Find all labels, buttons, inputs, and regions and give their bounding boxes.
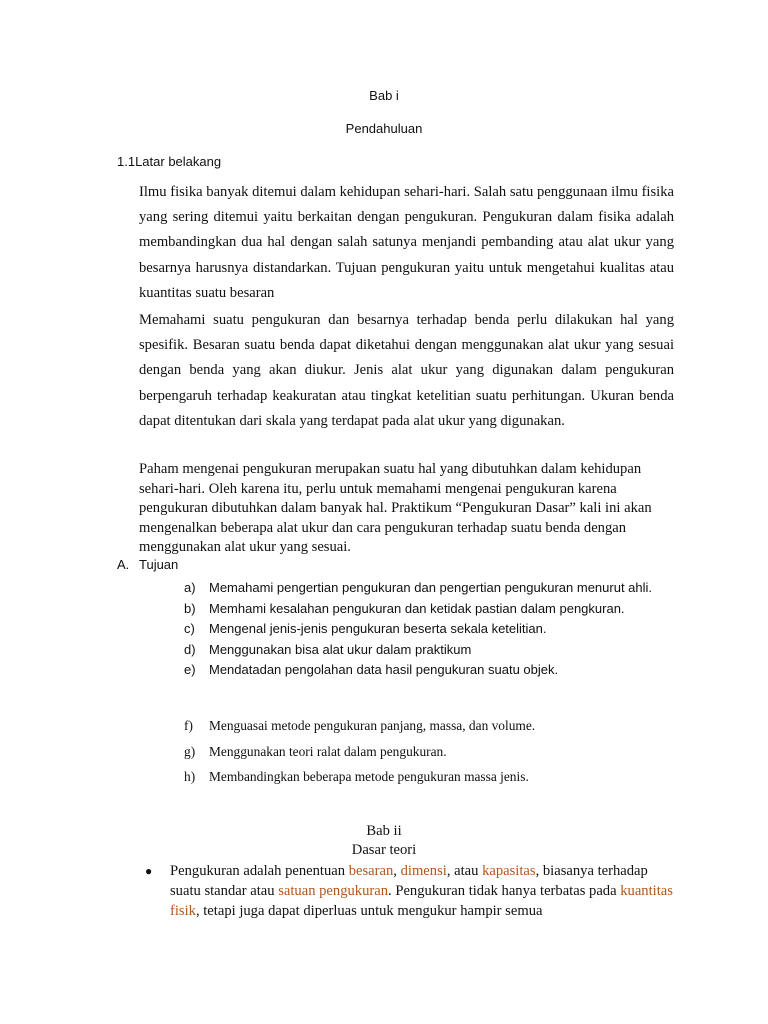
- tujuan-heading: [117, 557, 178, 572]
- list-item-text: Memhami kesalahan pengukuran dan ketidak pastian dalam pengkuran.: [209, 600, 625, 616]
- paragraph-1: Ilmu fisika banyak ditemui dalam kehidupan sehari-hari. Salah satu penggunaan ilmu fisika yang sering ditemui yaitu berkaitan dengan pengukuran. Pengukuran dalam fisika adalah membandingkan dua hal dengan salah satunya menjandi pembanding atau alat ukur yang besarnya harusnya distandarkan. Tujuan pengukuran yaitu untuk mengetahui kualitas atau kuantitas suatu besaran: [139, 184, 674, 301]
- list-item-text: Menggunakan teori ralat dalam pengukuran.: [209, 743, 447, 759]
- list-marker: a): [184, 580, 196, 595]
- chapter-subtitle: Pendahuluan: [345, 121, 423, 136]
- list-item-text: Menggunakan bisa alat ukur dalam praktikum: [209, 641, 472, 657]
- tujuan-title: Tujuan: [139, 557, 179, 572]
- list-marker: c): [184, 621, 195, 636]
- paragraph-2: Memahami suatu pengukuran dan besarnya terhadap benda perlu dilakukan hal yang spesifik. Besaran suatu benda dapat diketahui dengan menggunakan alat ukur yang sesuai dengan benda yang akan diukur. Jenis alat ukur yang digunakan dalam pengukuran berpengaruh terhadap keakuratan atau tingkat ketelitian suatu perhitungan. Ukuran benda dapat ditentukan dari skala yang terdapat pada alat ukur yang digunakan.: [139, 312, 674, 429]
- list-marker: h): [184, 769, 196, 784]
- bullet-text-part: ,: [393, 863, 401, 879]
- list-item: [184, 764, 674, 790]
- list-item: [184, 619, 674, 640]
- list-item-text: Mengenal jenis-jenis pengukuran beserta sekala ketelitian.: [209, 621, 547, 636]
- link-kapasitas[interactable]: kapasitas: [482, 863, 536, 879]
- bullet-text-part: . Pengukuran tidak hanya terbatas pada: [388, 882, 621, 899]
- link-satuan-pengukuran[interactable]: satuan pengukuran: [278, 882, 389, 899]
- list-marker: e): [184, 662, 196, 677]
- tujuan-marker: A.: [117, 557, 130, 572]
- list-item: [184, 713, 674, 739]
- paragraph-3: Paham mengenai pengukuran merupakan suatu hal yang dibutuhkan dalam kehidupan sehari-hari. Oleh karena itu, perlu untuk memahami mengenai pengukuran karena pengukuran dibutuhkan dalam banyak hal. Praktikum “Pengukuran Dasar” kali ini akan mengenalkan beberapa alat ukur dan cara pengukuran terhadap suatu benda dengan menggunakan alat ukur yang sesuai.: [139, 461, 652, 556]
- list-item: [184, 640, 674, 661]
- list-marker: f): [184, 718, 193, 733]
- list-item: [184, 599, 674, 620]
- chapter-2-title: Bab ii: [366, 823, 402, 839]
- list-marker: b): [184, 600, 196, 616]
- chapter-2-subtitle: Dasar teori: [351, 842, 417, 858]
- bullet-icon: ●: [145, 864, 153, 878]
- list-item: [184, 660, 674, 681]
- bullet-item: [145, 862, 675, 921]
- link-besaran[interactable]: besaran: [348, 863, 394, 879]
- link-dimensi[interactable]: dimensi: [400, 863, 447, 879]
- chapter-title: Bab i: [369, 88, 399, 103]
- list-marker: g): [184, 743, 196, 759]
- list-item: [184, 739, 674, 765]
- bullet-text-part: , biasanya terhadap suatu standar atau: [170, 863, 648, 899]
- list-item: [184, 578, 674, 599]
- tujuan-list-serif: [184, 713, 674, 790]
- bullet-text-part: , tetapi juga dapat diperluas untuk mengukur hampir semua: [195, 902, 543, 919]
- list-item-text: Membandingkan beberapa metode pengukuran massa jenis.: [209, 769, 529, 784]
- list-item-text: Mendatadan pengolahan data hasil pengukuran suatu objek.: [209, 662, 559, 677]
- list-item-text: Menguasai metode pengukuran panjang, massa, dan volume.: [209, 718, 536, 733]
- bullet-text-part: Pengukuran adalah penentuan: [170, 863, 349, 879]
- tujuan-list-sans: [184, 578, 674, 681]
- list-item-text: Memahami pengertian pengukuran dan pengertian pengukuran menurut ahli.: [209, 580, 653, 595]
- list-marker: d): [184, 641, 196, 657]
- section-heading: 1.1Latar belakang: [117, 154, 222, 169]
- bullet-text-part: , atau: [446, 863, 483, 879]
- link-kuantitas-fisik[interactable]: kuantitas fisik: [170, 882, 673, 919]
- bullet-text: [170, 862, 675, 921]
